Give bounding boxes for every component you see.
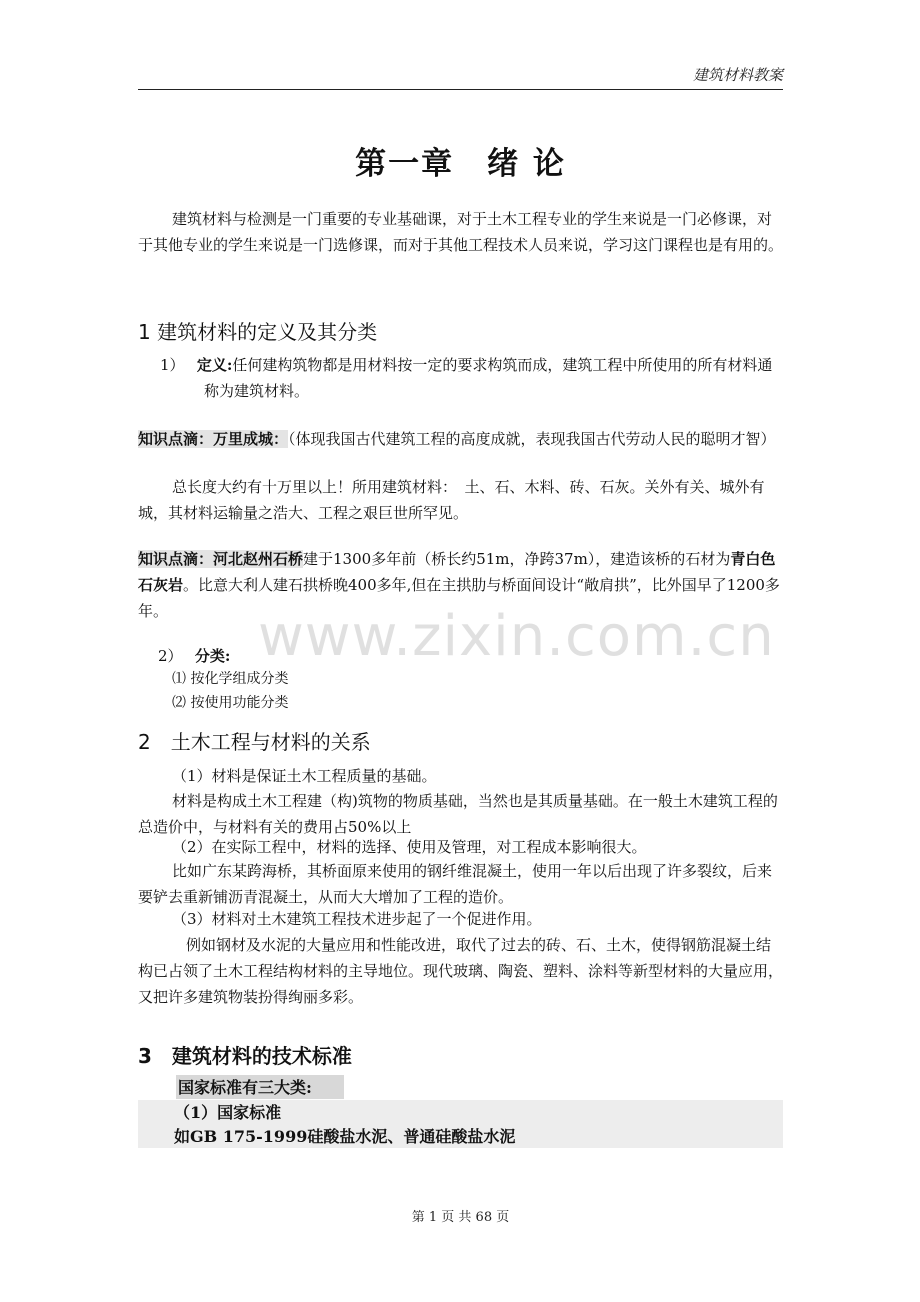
sec3-line-3: 如GB 175-1999硅酸盐水泥、普通硅酸盐水泥 — [174, 1127, 516, 1146]
definition-label: 定义: — [196, 356, 233, 374]
sec2-paragraph-3: 例如钢材及水泥的大量应用和性能改进，取代了过去的砖、石、土木，使得钢筋混凝土结构已占领了土木工程结构材料的主导地位。现代玻璃、陶瓷、塑料、涂料等新型材料的大量应用，又把许多建筑物装扮得绚丽多彩。 — [138, 936, 784, 1006]
kp2-label: 知识点滴：河北赵州石桥 — [138, 550, 304, 568]
sec2-paragraph-1: 材料是构成土木工程建（构)筑物的物质基础，当然也是其质量基础。在一般土木建筑工程的总造价中，与材料有关的费用占50%以上 — [138, 792, 778, 836]
definition-item — [138, 352, 783, 404]
kp2-text-2: 。比意大利人建石拱桥晚400多年,但在主拱肋与桥面间设计“敞肩拱”，比外国早了1200多年。 — [138, 576, 780, 620]
classification-label: 分类: — [194, 647, 231, 665]
sec2-point-1: （1）材料是保证土木工程质量的基础。 — [172, 767, 437, 785]
section-3-heading: 3 建筑材料的技术标准 — [138, 1044, 352, 1068]
definition-text: 任何建构筑物都是用材料按一定的要求构筑而成，建筑工程中所使用的所有材料通称为建筑材料。 — [204, 356, 773, 400]
page-footer: 第 1 页 共 68 页 — [411, 1210, 510, 1225]
watermark: www.zixin.com.cn — [258, 604, 775, 669]
classification-sub-2: ⑵ 按使用功能分类 — [172, 695, 289, 711]
sec2-point-2: （2）在实际工程中，材料的选择、使用及管理，对工程成本影响很大。 — [172, 838, 647, 856]
sec2-point-3: （3）材料对土木建筑工程技术进步起了一个促进作用。 — [172, 910, 542, 928]
classification-sub-1: ⑴ 按化学组成分类 — [172, 671, 289, 687]
kp2-bold-text: 青白色石灰岩 — [138, 550, 776, 594]
intro-paragraph: 建筑材料与检测是一门重要的专业基础课，对于土木工程专业的学生来说是一门必修课，对于其他专业的学生来说是一门选修课，而对于其他工程技术人员来说，学习这门课程也是有用的。 — [138, 210, 784, 254]
sec3-line-1: 国家标准有三大类: — [178, 1078, 312, 1097]
running-header: 建筑材料教案 — [692, 66, 783, 84]
section-1-heading: 1 建筑材料的定义及其分类 — [138, 320, 378, 344]
knowledge-point-1 — [138, 426, 783, 452]
kp1-text: （体现我国古代建筑工程的高度成就，表现我国古代劳动人民的聪明才智） — [288, 430, 776, 448]
kp2-text-1: 建于1300多年前（桥长约51m，净跨37m），建造该桥的石材为 — [303, 550, 731, 568]
chapter-title: 第一章 绪 论 — [355, 146, 566, 182]
sec2-paragraph-2: 比如广东某跨海桥，其桥面原来使用的钢纤维混凝土，使用一年以后出现了许多裂纹，后来要铲去重新铺沥青混凝土，从而大大增加了工程的造价。 — [138, 862, 773, 906]
kp1-paragraph: 总长度大约有十万里以上！所用建筑材料： 土、石、木料、砖、石灰。关外有关、城外有城，其材料运输量之浩大、工程之艰巨世所罕见。 — [138, 478, 765, 522]
sec3-line-2: （1）国家标准 — [174, 1103, 282, 1122]
kp1-label: 知识点滴：万里成城： — [138, 430, 289, 448]
section-2-heading: 2 土木工程与材料的关系 — [138, 730, 371, 754]
item-number: 2） — [158, 647, 176, 665]
item-number: 1） — [160, 356, 178, 374]
header-rule — [138, 89, 783, 90]
